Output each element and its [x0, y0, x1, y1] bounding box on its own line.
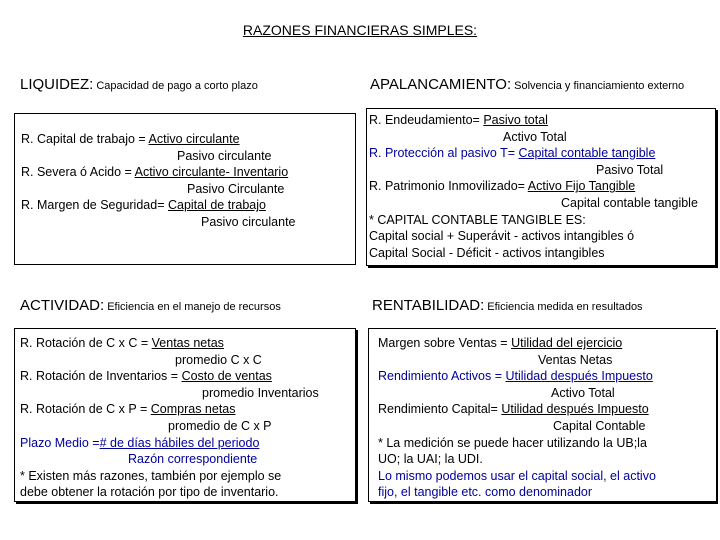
formula-denominator: Activo Total [503, 129, 567, 144]
formula-label: Rendimiento Capital= [378, 402, 502, 417]
apalancamiento-heading-label: APALANCAMIENTO: [370, 76, 512, 93]
actividad-item-plazo-medio [20, 435, 355, 468]
formula-denominator: Razón correspondiente [128, 452, 258, 467]
liquidez-subheading: Capacidad de pago a corto plazo [96, 80, 258, 92]
rentabilidad-item-rendimiento-activos [369, 368, 716, 401]
formula-numerator: Capital de trabajo [167, 198, 266, 213]
formula-label: R. Margen de Seguridad= [21, 198, 168, 213]
formula-label: R. Rotación de C x P = [20, 402, 151, 417]
formula-label: Plazo Medio = [20, 435, 100, 450]
formula-denominator: promedio de C x P [168, 418, 272, 433]
formula-numerator: Utilidad después Impuesto [501, 402, 649, 417]
formula-denominator: Ventas Netas [538, 352, 613, 367]
formula-denominator: Pasivo Total [596, 162, 664, 177]
liquidez-box [14, 113, 356, 265]
apalancamiento-subheading: Solvencia y financiamiento externo [514, 80, 685, 92]
formula-numerator: Pasivo total [483, 113, 548, 127]
formula-label: R. Rotación de C x C = [20, 336, 152, 350]
formula-numerator: # de días hábiles del periodo [99, 435, 260, 450]
note-line: UO; la UAI; la UDI. [378, 452, 483, 467]
formula-denominator: Activo Total [551, 385, 615, 400]
formula-numerator: Activo circulante- Inventario [134, 165, 289, 180]
formula-numerator: Utilidad después Impuesto [505, 369, 653, 384]
apalancamiento-heading [370, 76, 684, 93]
rentabilidad-heading-label: RENTABILIDAD: [372, 297, 485, 314]
formula-label: R. Endeudamiento= [369, 113, 484, 127]
formula-denominator: Pasivo circulante [177, 148, 272, 163]
formula-numerator: Activo Fijo Tangible [527, 179, 636, 194]
apalancamiento-note [369, 212, 715, 262]
note-line: * Existen más razones, también por ejemplo se [20, 468, 282, 483]
apalancamiento-box [366, 108, 716, 266]
liquidez-item-severa-acido [21, 164, 355, 197]
apalancamiento-item-proteccion-pasivo [369, 145, 715, 178]
liquidez-heading-label: LIQUIDEZ: [20, 76, 94, 93]
actividad-item-rotacion-inventarios [20, 368, 355, 401]
rentabilidad-note [369, 435, 716, 501]
note-line: fijo, el tangible etc. como denominador [378, 485, 593, 500]
formula-numerator: Ventas netas [151, 336, 224, 350]
formula-numerator: Compras netas [150, 402, 236, 417]
formula-denominator: Pasivo circulante [201, 214, 296, 229]
note-line: * CAPITAL CONTABLE TANGIBLE ES: [369, 212, 586, 227]
actividad-heading-label: ACTIVIDAD: [20, 297, 105, 314]
formula-numerator: Costo de ventas [181, 369, 272, 384]
formula-label: R. Patrimonio Inmovilizado= [369, 179, 528, 194]
formula-numerator: Capital contable tangible [518, 146, 656, 161]
actividad-subheading: Eficiencia en el manejo de recursos [107, 301, 281, 313]
formula-denominator: promedio Inventarios [202, 385, 319, 400]
note-line: debe obtener la rotación por tipo de inventario. [20, 485, 279, 500]
liquidez-item-capital-trabajo [21, 131, 355, 164]
actividad-box [14, 328, 356, 502]
actividad-note [20, 468, 355, 501]
formula-numerator: Utilidad del ejercicio [511, 336, 623, 350]
page-title: RAZONES FINANCIERAS SIMPLES: [242, 22, 478, 38]
liquidez-item-margen-seguridad [21, 197, 355, 230]
note-line: Lo mismo podemos usar el capital social, el activo [378, 468, 656, 483]
rentabilidad-box [368, 328, 716, 502]
liquidez-heading [20, 76, 258, 93]
formula-numerator: Activo circulante [148, 132, 240, 146]
actividad-item-rotacion-cxp [20, 401, 355, 434]
formula-label: Margen sobre Ventas = [378, 336, 512, 350]
formula-denominator: Capital Contable [553, 418, 646, 433]
actividad-heading [20, 297, 281, 314]
note-line: Capital social + Superávit - activos intangibles ó [369, 229, 635, 244]
rentabilidad-heading [372, 297, 643, 314]
rentabilidad-item-rendimiento-capital [369, 401, 716, 434]
formula-label: R. Capital de trabajo = [21, 132, 149, 146]
formula-label: Rendimiento Activos = [378, 369, 506, 384]
actividad-item-rotacion-cxc [20, 335, 355, 368]
apalancamiento-item-endeudamiento [369, 112, 715, 145]
formula-denominator: Pasivo Circulante [187, 181, 285, 196]
formula-label: R. Rotación de Inventarios = [20, 369, 182, 384]
formula-label: R. Severa ó Acido = [21, 165, 135, 180]
formula-denominator: promedio C x C [175, 352, 262, 367]
note-line: * La medición se puede hacer utilizando la UB;la [378, 435, 647, 450]
apalancamiento-item-patrimonio-inmovilizado [369, 178, 715, 211]
note-line: Capital Social - Déficit - activos intangibles [369, 245, 605, 260]
rentabilidad-item-margen-ventas [369, 335, 716, 368]
formula-denominator: Capital contable tangible [561, 195, 698, 210]
formula-label: R. Protección al pasivo T= [369, 146, 519, 161]
rentabilidad-subheading: Eficiencia medida en resultados [487, 301, 643, 313]
